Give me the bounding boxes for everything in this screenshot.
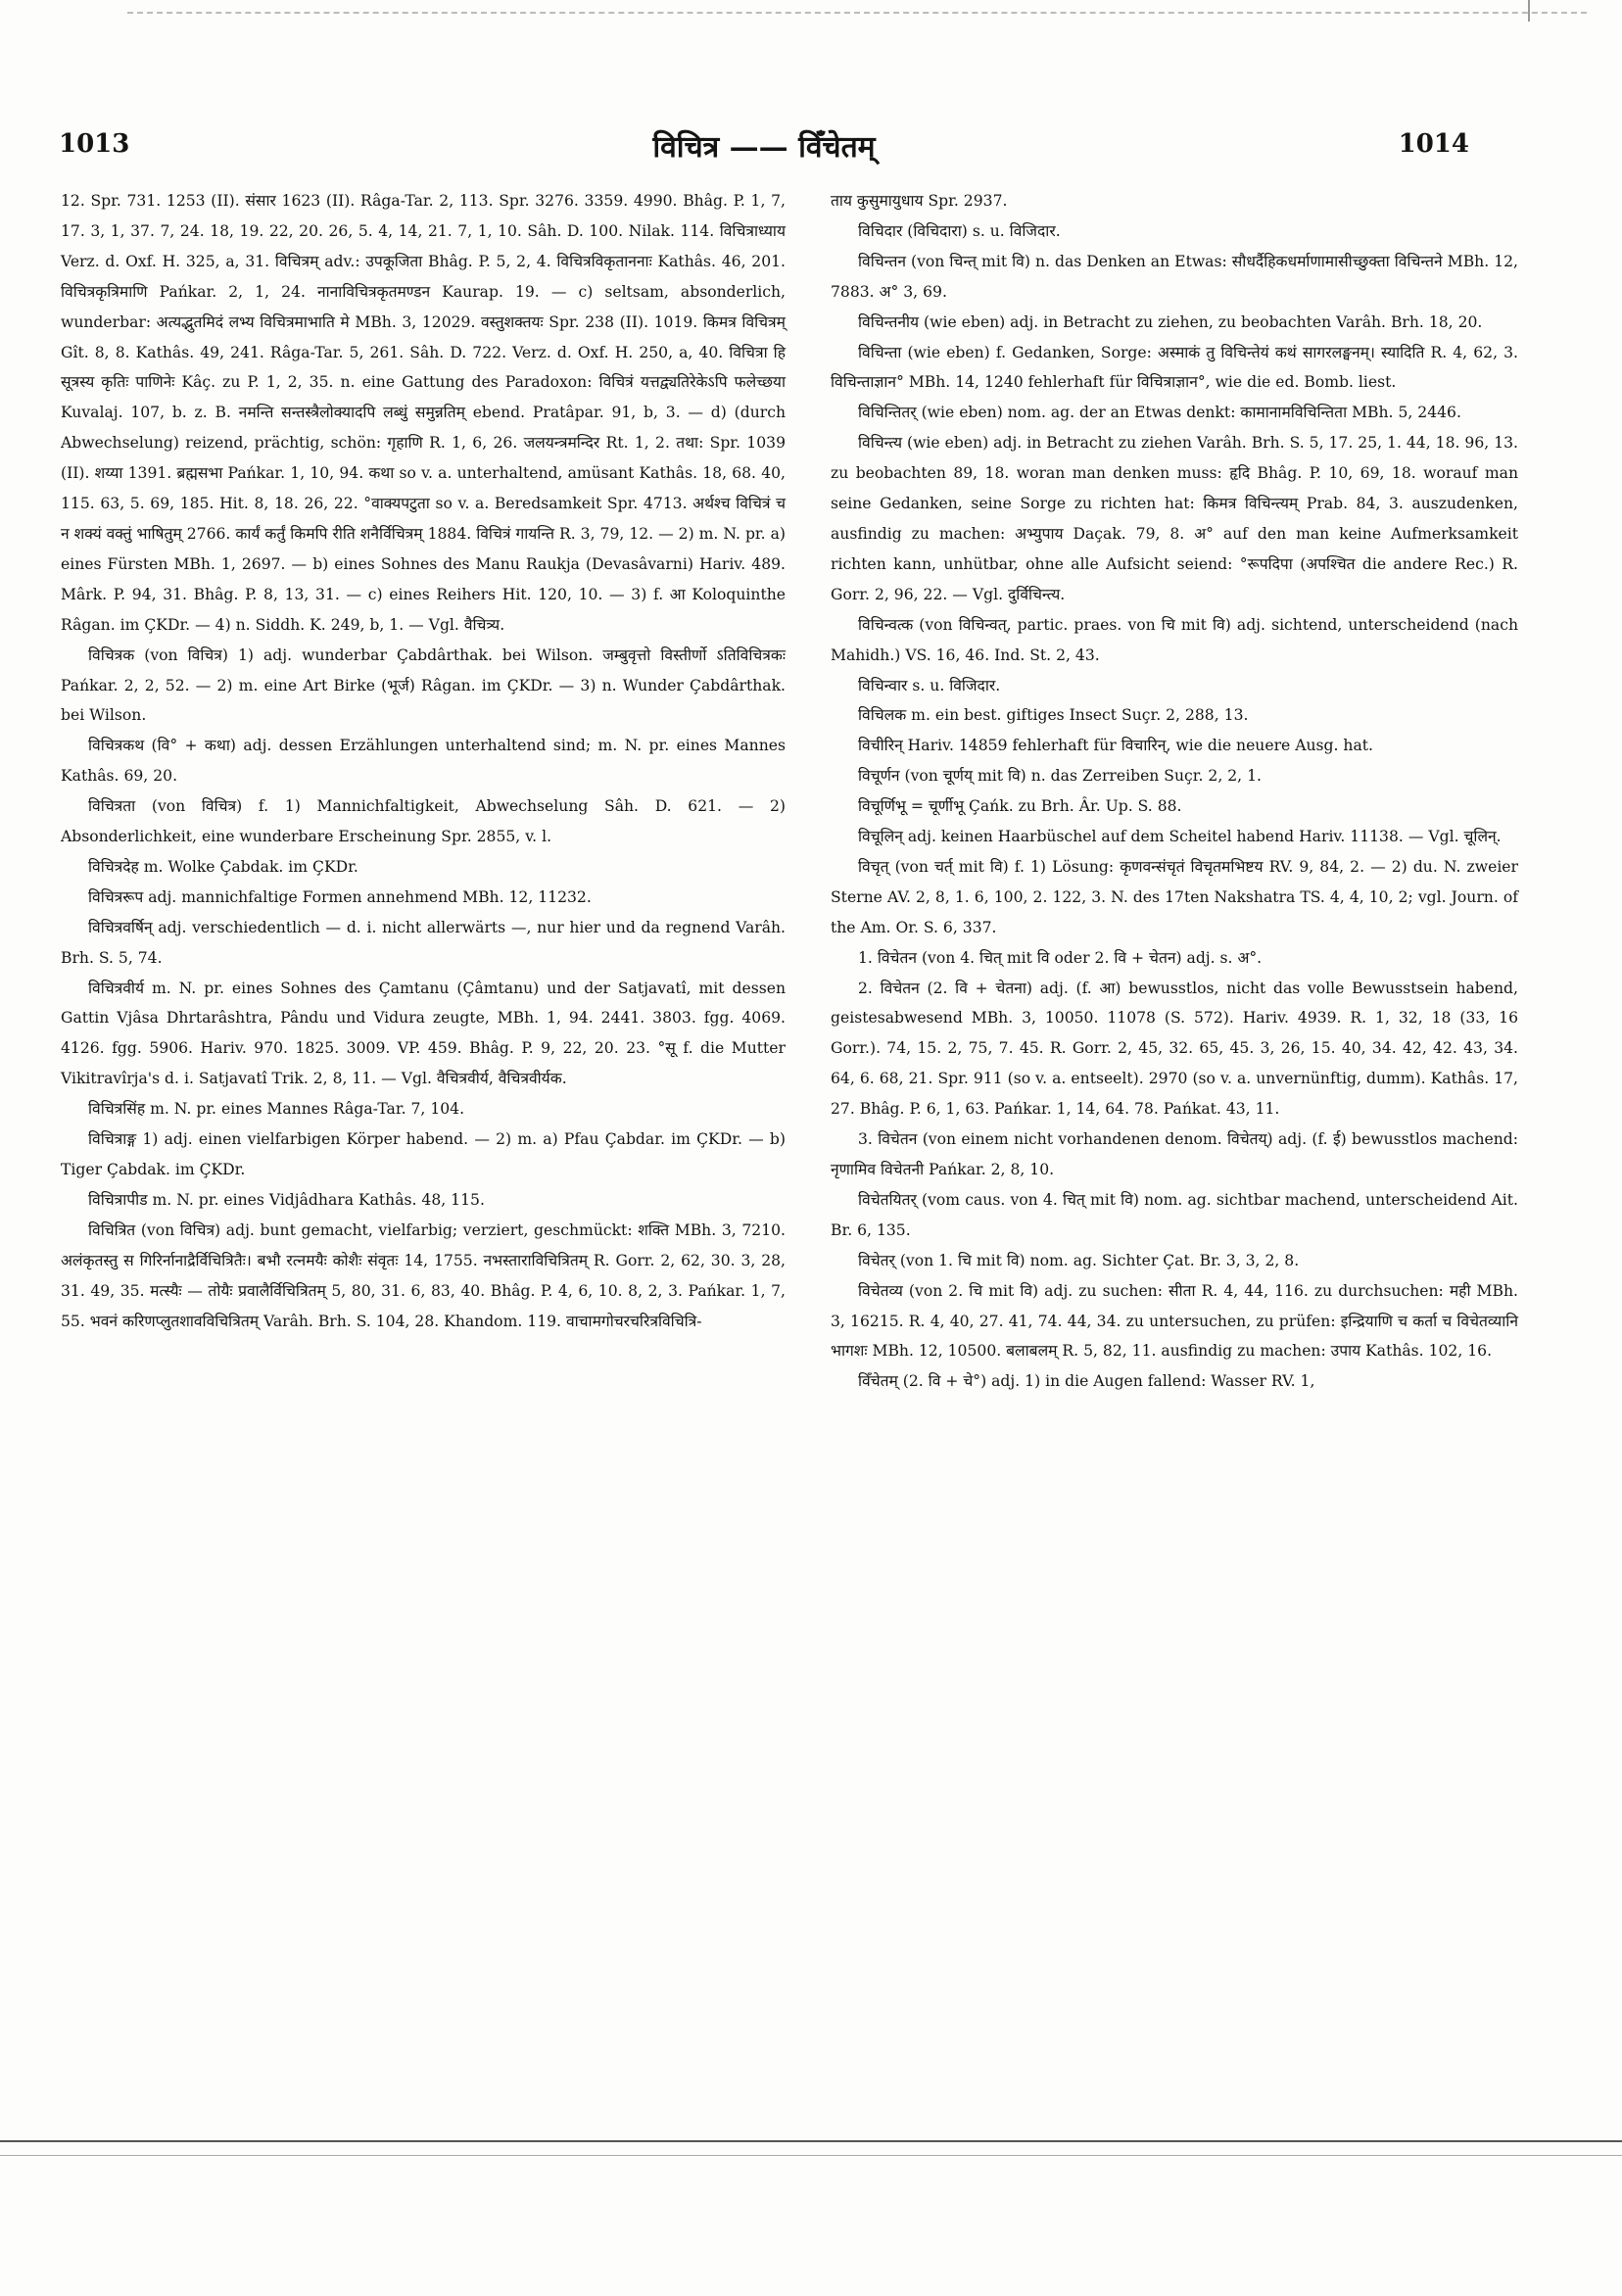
entry-paragraph: विचिन्तितर् (wie eben) nom. ag. der an Etwas denkt: कामानामविचिन्तिता MBh. 5, 2446. [858, 404, 1461, 422]
entry-paragraph: विचित्रसिंह m. N. pr. eines Mannes Râga-Tar. 7, 104. [88, 1100, 465, 1119]
entry-paragraph: विचित्रापीड m. N. pr. eines Vidjâdhara Kathâs. 48, 115. [88, 1190, 485, 1209]
entry-paragraph: 1. विचेतन (von 4. चित् mit वि oder 2. वि + चेतन) adj. s. अ°. [858, 948, 1263, 967]
entry-paragraph: विचित्ररूप adj. mannichfaltige Formen annehmend MBh. 12, 11232. [88, 887, 592, 906]
entry-paragraph: विचित्राङ्ग 1) adj. einen vielfarbigen Körper habend. — 2) m. a) Pfau Çabdar. im ÇKDr. — b) Tiger Çabdak. im ÇKDr. [61, 1130, 786, 1178]
entry-paragraph: विचित्रित (von विचित्र) adj. bunt gemacht, vielfarbig; verziert, geschmückt: शक्ति MBh. 3, 7210. अलंकृतस्तु स गिरिर्नानाद्रैर्विचित्रितैः। बभौ रत्नमयैः कोशैः संवृतः 14, 1755. नभस्ताराविचित्रितम् R. Gorr. 2, 62, 30. 3, 28, 31. 49, 35. मत्स्यैः — तोयैः प्रवालैर्विचित्रितम् 5, 80, 31. 6, 83, 40. Bhâg. P. 4, 6, 10. 8, 2, 3. Pańkar. 1, 7, 55. भवनं करिणप्लुतशावविचित्रितम् Varâh. Brh. S. 104, 28. Khandom. 119. वाचामगोचरचरित्रविचित्रि- [61, 1220, 786, 1330]
entry-paragraph: विचित्रवीर्य m. N. pr. eines Sohnes des Çamtanu (Çâmtanu) und der Satjavatî, mit dessen Gattin Vjâsa Dhrtarâshtra, Pându und Vidura zeugte, MBh. 1, 94. 2441. 3803. fgg. 4069. 4126. fgg. 5906. Hariv. 970. 1825. 3009. VP. 459. Bhâg. P. 9, 22, 20. 23. °सू f. die Mutter Vikitravîrja's d. i. Satjavatî Trik. 2, 8, 11. — Vgl. वैचित्रवीर्य, वैचित्रवीर्यक. [61, 979, 786, 1088]
entry-paragraph: विचिदार (विचिदारा) s. u. विजिदार. [858, 221, 1061, 240]
entry-paragraph: विचिन्तनीय (wie eben) adj. in Betracht zu ziehen, zu beobachten Varâh. Brh. 18, 20. [858, 312, 1483, 331]
entry-paragraph: विचूलिन् adj. keinen Haarbüschel auf dem Scheitel habend Hariv. 11138. — Vgl. चूलिन्. [858, 828, 1502, 846]
entry-paragraph: विचित्रवर्षिन् adj. verschiedentlich — d. i. nicht allerwärts —, nur hier und da regnend Varâh. Brh. S. 5, 74. [61, 918, 786, 967]
entry-paragraph: विचित्रक (von विचित्र) 1) adj. wunderbar Çabdârthak. bei Wilson. जम्बुवृत्तो विस्तीर्णो ऽतिविचित्रकः Pańkar. 2, 2, 52. — 2) m. eine Art Birke (भूर्ज) Râgan. im ÇKDr. — 3) n. Wunder Çabdârthak. bei Wilson. [61, 646, 786, 725]
entry-paragraph: विचृत् (von चर्त् mit वि) f. 1) Lösung: कृणवन्संचृतं विचृतमभिष्टय RV. 9, 84, 2. — 2) du. N. zweier Sterne AV. 2, 8, 1. 6, 100, 2. 122, 3. N. des 17ten Nakshatra TS. 4, 4, 10, 2; vgl. Journ. of the Am. Or. S. 6, 337. [831, 857, 1518, 936]
entry-paragraph: ताय कुसुमायुधाय Spr. 2937. [831, 192, 1008, 210]
running-title: विचित्र —— विँचेतम् [652, 130, 876, 165]
entry-paragraph: विचिन्वार s. u. विजिदार. [858, 676, 1001, 694]
entry-paragraph: विचिन्तन (von चिन्त् mit वि) n. das Denken an Etwas: सौधर्दैहिकधर्माणामासीच्छुक्ता विचिन्तने MBh. 12, 7883. अ° 3, 69. [831, 252, 1518, 301]
right-page-number: 1014 [1398, 129, 1469, 159]
left-column [61, 186, 786, 1336]
entry-paragraph: विचूर्णन (von चूर्णय् mit वि) n. das Zerreiben Suçr. 2, 2, 1. [858, 767, 1262, 786]
page-header [59, 129, 1469, 168]
entry-paragraph: विचित्रकथ (वि° + कथा) adj. dessen Erzählungen unterhaltend sind; m. N. pr. eines Mannes Kathâs. 69, 20. [61, 737, 786, 786]
top-edge-mark [1528, 0, 1530, 22]
entry-paragraph: 2. विचेतन (2. वि + चेतना) adj. (f. आ) bewusstlos, nicht das volle Bewusstsein habend, geistesabwesend MBh. 3, 10050. 11078 (S. 572). Hariv. 4939. R. 1, 32, 18 (33, 16 Gorr.). 74, 15. 2, 75, 7. 45. R. Gorr. 2, 45, 32. 65, 45. 3, 26, 15. 40, 34. 42, 42. 43, 34. 64, 6. 68, 21. Spr. 911 (so v. a. entseelt). 2970 (so v. a. unvernünftig, dumm). Kathâs. 17, 27. Bhâg. P. 6, 1, 63. Pańkar. 1, 14, 64. 78. Pańkat. 43, 11. [831, 979, 1518, 1119]
left-page-number: 1013 [59, 129, 130, 159]
bottom-rule [0, 2140, 1622, 2142]
entry-paragraph: विचिन्ता (wie eben) f. Gedanken, Sorge: अस्माकं तु विचिन्तेयं कथं सागरलङ्घनम्। स्यादिति R. 4, 62, 3. विचिन्ताज्ञान° MBh. 14, 1240 fehlerhaft für विचित्राज्ञान°, wie die ed. Bomb. liest. [831, 343, 1518, 392]
right-column [831, 186, 1518, 1397]
entry-paragraph: विचेतयितर् (vom caus. von 4. चित् mit वि) nom. ag. sichtbar machend, unterscheidend Ait. Br. 6, 135. [831, 1190, 1518, 1239]
entry-paragraph: विचीरिन् Hariv. 14859 fehlerhaft für विचारिन्, wie die neuere Ausg. hat. [858, 737, 1373, 755]
entry-paragraph: विचित्रता (von विचित्र) f. 1) Mannichfaltigkeit, Abwechselung Sâh. D. 621. — 2) Absonderlichkeit, eine wunderbare Erscheinung Spr. 2855, v. l. [61, 797, 786, 846]
top-edge-rule [127, 12, 1587, 14]
entry-paragraph: विचिलक m. ein best. giftiges Insect Suçr. 2, 288, 13. [858, 706, 1249, 725]
entry-paragraph: विचित्रदेह m. Wolke Çabdak. im ÇKDr. [88, 857, 358, 876]
entry-paragraph: 3. विचेतन (von einem nicht vorhandenen denom. विचेतय्) adj. (f. ई) bewusstlos machend: नृणामिव विचेतनी Pańkar. 2, 8, 10. [831, 1130, 1518, 1178]
entry-paragraph: विचिन्त्य (wie eben) adj. in Betracht zu ziehen Varâh. Brh. S. 5, 17. 25, 1. 44, 18. 96, 13. zu beobachten 89, 18. woran man denken muss: हृदि Bhâg. P. 10, 69, 18. worauf man seine Gedanken, seine Sorge zu richten hat: किमत्र विचिन्त्यम् Prab. 84, 3. auszudenken, ausfindig zu machen: अभ्युपाय Daçak. 79, 8. अ° auf den man keine Aufmerksamkeit richten kann, unhütbar, ohne alle Aufsicht seiend: °रूपदिपा (अपश्चित die andere Rec.) R. Gorr. 2, 96, 22. — Vgl. दुर्विचिन्त्य. [831, 434, 1518, 603]
entry-paragraph: विचिन्वत्क (von विचिन्वत्, partic. praes. von चि mit वि) adj. sichtend, unterscheidend (nach Mahidh.) VS. 16, 46. Ind. St. 2, 43. [831, 615, 1518, 664]
entry-paragraph: विचेतव्य (von 2. चि mit वि) adj. zu suchen: सीता R. 4, 44, 116. zu durchsuchen: मही MBh. 3, 16215. R. 4, 40, 27. 41, 74. 44, 34. zu untersuchen, zu prüfen: इन्द्रियाणि च कर्ता च विचेतव्यानि भागशः MBh. 12, 10500. बलाबलम् R. 5, 82, 11. ausfindig zu machen: उपाय Kathâs. 102, 16. [831, 1281, 1518, 1361]
bottom-rule-thin [0, 2155, 1622, 2156]
entry-paragraph: विचूर्णिभू = चूर्णीभू Çańk. zu Brh. Âr. Up. S. 88. [858, 797, 1182, 816]
entry-paragraph: 12. Spr. 731. 1253 (II). संसार 1623 (II). Râga-Tar. 2, 113. Spr. 3276. 3359. 4990. Bhâg. P. 1, 7, 17. 3, 1, 37. 7, 24. 18, 19. 22, 20. 26, 5. 4, 14, 21. 7, 1, 10. Sâh. D. 100. Nilak. 114. विचित्राध्याय Verz. d. Oxf. H. 325, a, 31. विचित्रम् adv.: उपकूजिता Bhâg. P. 5, 2, 4. विचित्रविकृताननाः Kathâs. 46, 201. विचित्रकृत्रिमाणि Pańkar. 2, 1, 24. नानाविचित्रकृतमण्डन Kaurap. 19. — c) seltsam, absonderlich, wunderbar: अत्यद्भुतमिदं लभ्य विचित्रमाभाति मे MBh. 3, 12029. वस्तुशक्तयः Spr. 238 (II). 1019. किमत्र विचित्रम् Gît. 8, 8. Kathâs. 49, 241. Râga-Tar. 5, 261. Sâh. D. 722. Verz. d. Oxf. H. 250, a, 40. विचित्रा हि सूत्रस्य कृतिः पाणिनेः Kâç. zu P. 1, 2, 35. n. eine Gattung des Paradoxon: विचित्रं यत्तद्व्यतिरेकेऽपि फलेच्छया Kuvalaj. 107, b. z. B. नमन्ति सन्तस्त्रैलोक्यादपि लब्धुं समुन्नतिम् ebend. Pratâpar. 91, b, 3. — d) (durch Abwechselung) reizend, prächtig, schön: गृहाणि R. 1, 6, 26. जलयन्त्रमन्दिर Rt. 1, 2. तथा: Spr. 1039 (II). शय्या 1391. ब्रह्मसभा Pańkar. 1, 10, 94. कथा so v. a. unterhaltend, amüsant Kathâs. 18, 68. 40, 115. 63, 5. 69, 185. Hit. 8, 18. 26, 22. °वाक्यपटुता so v. a. Beredsamkeit Spr. 4713. अर्थश्च विचित्रं च न शक्यं वक्तुं भाषितुम् 2766. कार्यं कर्तुं किमपि रीति शनैर्विचित्रम् 1884. विचित्रं गायन्ति R. 3, 79, 12. — 2) m. N. pr. a) eines Fürsten MBh. 1, 2697. — b) eines Sohnes des Manu Raukja (Devasâvarni) Hariv. 489. Mârk. P. 94, 31. Bhâg. P. 8, 13, 31. — c) eines Reihers Hit. 120, 10. — 3) f. आ Koloquinthe Râgan. im ÇKDr. — 4) n. Siddh. K. 249, b, 1. — Vgl. वैचित्र्य. [61, 192, 786, 634]
entry-paragraph: विचेतर् (von 1. चि mit वि) nom. ag. Sichter Çat. Br. 3, 3, 2, 8. [858, 1251, 1300, 1269]
entry-paragraph: विँचेतम् (2. वि + चे°) adj. 1) in die Augen fallend: Wasser RV. 1, [858, 1372, 1315, 1391]
